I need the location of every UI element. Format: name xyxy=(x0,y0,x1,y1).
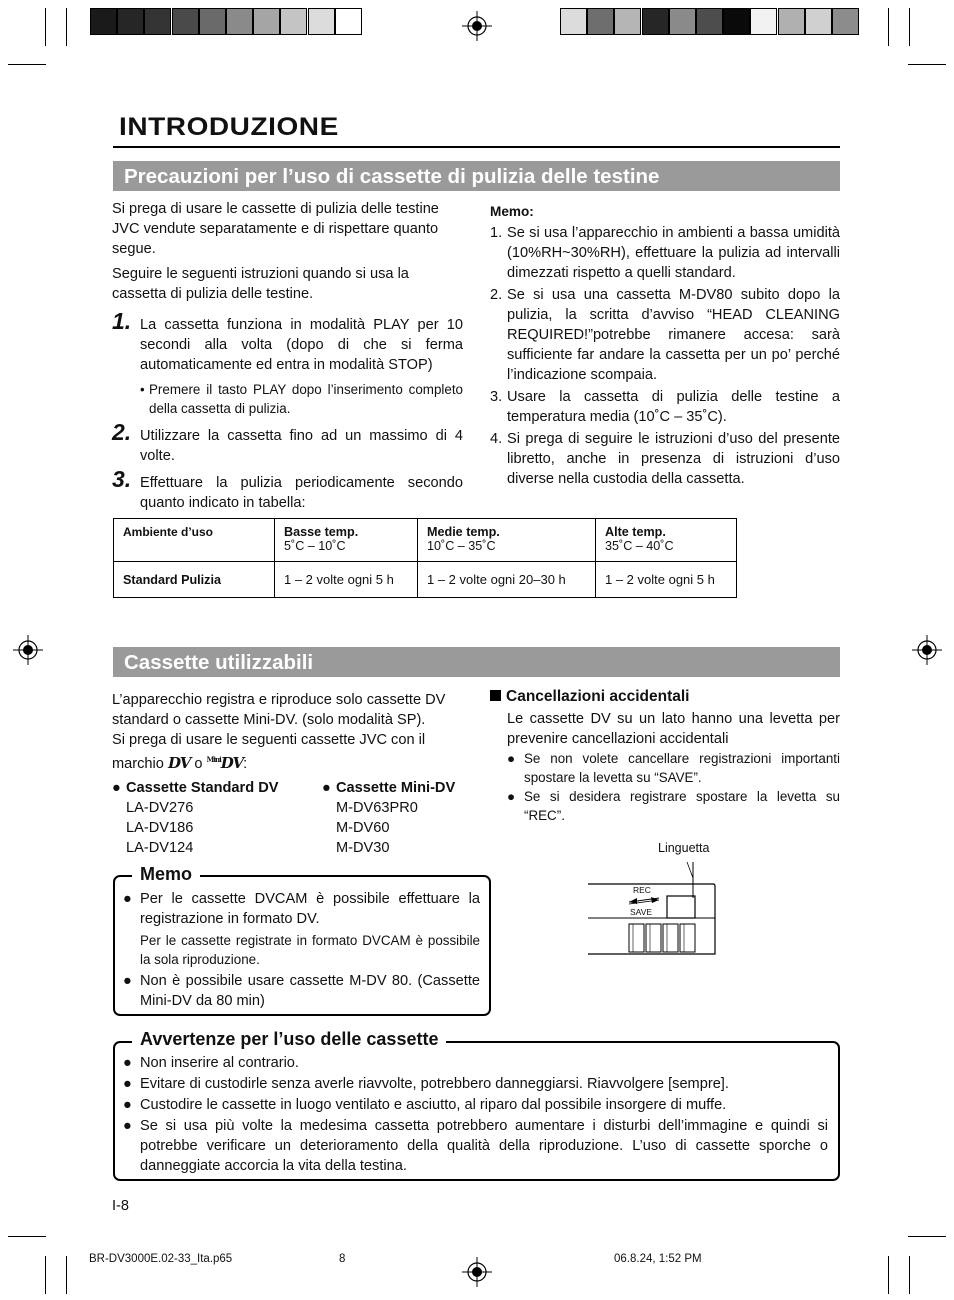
list-item: LA-DV186 xyxy=(126,820,194,836)
memo-note: Per le cassette registrate in formato DVCAM è possibile la sola riproduzione. xyxy=(140,933,480,967)
cleaning-table xyxy=(113,518,737,598)
color-swatch xyxy=(560,8,587,35)
page-title: INTRODUZIONE xyxy=(119,113,339,141)
registration-mark-icon xyxy=(912,635,942,665)
section-cleaning-title: Precauzioni per l’uso di cassette di pulizia delle testine xyxy=(113,161,840,191)
erase-text: Le cassette DV su un lato hanno una levetta per prevenire cancellazioni accidentali xyxy=(507,711,840,747)
table-row xyxy=(114,562,737,598)
memo-item xyxy=(490,223,840,283)
memo-item: ● Non è possibile usare cassette M-DV 80. (Cassette Mini-DV da 80 min) xyxy=(123,973,480,1009)
warnings-title: Avvertenze per l’uso delle cassette xyxy=(132,1029,446,1050)
standard-dv-list xyxy=(112,778,302,858)
erase-bullet: ● Se non volete cancellare registrazioni importanti spostare la levetta su “SAVE”. xyxy=(507,751,840,785)
warning-item: ● Evitare di custodirle senza averle riavvolte, potrebbero danneggiarsi. Riavvolgere [sempre]. xyxy=(123,1076,729,1092)
standard-dv-items xyxy=(112,798,302,858)
list-item: LA-DV276 xyxy=(126,800,194,816)
color-swatch xyxy=(614,8,641,35)
cassettes-intro xyxy=(112,690,467,774)
table-cell: 1 – 2 volte ogni 5 h xyxy=(275,562,418,598)
table-cell: Standard Pulizia xyxy=(114,562,275,598)
erase-bullets xyxy=(490,749,840,825)
color-swatch xyxy=(280,8,307,35)
cleaning-intro-2: Seguire le seguenti istruzioni quando si usa la cassetta di pulizia delle testine. xyxy=(112,266,409,302)
memo-item: ● Per le cassette DVCAM è possibile effettuare la registrazione in formato DV. xyxy=(123,891,480,927)
warning-text: Evitare di custodirle senza averle riavvolte, potrebbero danneggiarsi. Riavvolgere [sempre]. xyxy=(140,1076,729,1092)
color-swatch xyxy=(199,8,226,35)
color-swatch xyxy=(805,8,832,35)
step-1-sub: • Premere il tasto PLAY dopo l’inserimento completo della cassetta di pulizia. xyxy=(140,382,463,416)
cleaning-intro-1: Si prega di usare le cassette di pulizia delle testine JVC vendute separatamente e di rispettare quanto segue. xyxy=(112,201,439,257)
memo-item xyxy=(490,429,840,489)
step-text: Effettuare la pulizia periodicamente secondo quanto indicato in tabella: xyxy=(140,475,463,511)
erase-bullet: ● Se si desidera registrare spostare la levetta su “REC”. xyxy=(507,789,840,823)
warning-item: ● Custodire le cassette in luogo ventilato e asciutto, al riparo dal possibile insorgere di muffe. xyxy=(123,1097,727,1113)
color-swatch xyxy=(335,8,362,35)
memo-box-title: Memo xyxy=(132,864,200,885)
diagram-label: Linguetta xyxy=(658,841,710,855)
cassettes-intro-2: Si prega di usare le seguenti cassette JVC con il marchio DV o $^{Mini}$DV: xyxy=(112,732,426,772)
color-swatch xyxy=(226,8,253,35)
color-swatch xyxy=(696,8,723,35)
color-swatch xyxy=(253,8,280,35)
cassettes-intro-1: L’apparecchio registra e riproduce solo cassette DV standard o cassette Mini-DV. (solo modalità SP). xyxy=(112,692,446,728)
color-swatch xyxy=(723,8,750,35)
dv-logo-icon: DV xyxy=(167,754,191,772)
list-item: M-DV30 xyxy=(336,840,390,856)
step-text: Utilizzare la cassetta fino ad un massimo di 4 volte. xyxy=(140,428,463,464)
color-swatch xyxy=(90,8,117,35)
footer-sheet: 8 xyxy=(339,1253,346,1265)
warnings-list xyxy=(123,1053,828,1177)
registration-mark-icon xyxy=(13,635,43,665)
step-text: La cassetta funziona in modalità PLAY per 10 secondi alla volta (dopo di che si ferma automaticamente ed entra in modalità STOP) xyxy=(140,317,463,373)
memo-item-number: 2. xyxy=(490,287,503,303)
table-cell: Medie temp. 10˚C – 35˚C xyxy=(418,519,596,562)
memo-list xyxy=(490,223,840,489)
list-item: M-DV63PR0 xyxy=(336,800,418,816)
registration-mark-icon xyxy=(462,11,492,41)
warning-item: ● Non inserire al contrario. xyxy=(123,1055,299,1071)
mini-dv-list xyxy=(322,778,512,858)
registration-mark-icon xyxy=(462,1257,492,1287)
footer-file: BR-DV3000E.02-33_Ita.p65 xyxy=(89,1253,233,1265)
step-number: 2. xyxy=(112,419,132,445)
color-swatch xyxy=(778,8,805,35)
color-swatch xyxy=(144,8,171,35)
section-cassettes-title: Cassette utilizzabili xyxy=(113,647,840,677)
color-swatch xyxy=(308,8,335,35)
step-number: 3. xyxy=(112,466,132,492)
mini-dv-title: ● Cassette Mini-DV xyxy=(322,780,456,796)
list-item: LA-DV124 xyxy=(126,840,194,856)
color-swatch xyxy=(669,8,696,35)
cassette-tab-diagram xyxy=(585,856,725,956)
memo-item-text: Se si usa l’apparecchio in ambienti a bassa umidità (10%RH~30%RH), effettuare la pulizia ad intervalli dimezzati rispetto a quelli standard. xyxy=(507,225,840,281)
color-swatch xyxy=(642,8,669,35)
color-swatch xyxy=(117,8,144,35)
square-bullet-icon xyxy=(490,690,501,701)
memo-item-text: Si prega di seguire le istruzioni d’uso del presente libretto, anche in presenza di istruzioni d’uso diverse nella custodia della cassetta. xyxy=(507,431,840,487)
memo-item-number: 4. xyxy=(490,431,503,447)
cleaning-left-column xyxy=(112,199,463,304)
mini-dv-logo-icon: $^{Mini}$DV xyxy=(206,754,244,772)
table-cell: Alte temp. 35˚C – 40˚C xyxy=(596,519,737,562)
step-1 xyxy=(112,308,463,418)
memo-item-number: 1. xyxy=(490,225,503,241)
list-item: M-DV60 xyxy=(336,820,390,836)
diagram-save-label: SAVE xyxy=(630,907,653,917)
color-swatch xyxy=(172,8,199,35)
color-swatch xyxy=(587,8,614,35)
table-cell: 1 – 2 volte ogni 5 h xyxy=(596,562,737,598)
memo-item-text: Usare la cassetta di pulizia delle testine a temperatura media (10˚C – 35˚C). xyxy=(507,389,840,425)
color-swatch xyxy=(750,8,777,35)
memo-label: Memo: xyxy=(490,204,534,219)
memo-item-text: Se si usa una cassetta M-DV80 subito dopo la pulizia, la scritta d’avviso “HEAD CLEANING REQUIRED!”potrebbe rimanere accesa: sarà sufficiente far andare la cassetta per un po’ perché l’indicazione scompaia. xyxy=(507,287,840,383)
step-number: 1. xyxy=(112,308,132,334)
page-number: I-8 xyxy=(112,1198,130,1214)
memo-box-content xyxy=(123,889,480,1011)
memo-item xyxy=(490,285,840,385)
footer-timestamp: 06.8.24, 1:52 PM xyxy=(614,1253,702,1265)
memo-item xyxy=(490,387,840,427)
warning-text: Custodire le cassette in luogo ventilato e asciutto, al riparo dal possibile insorgere di muffe. xyxy=(140,1097,727,1113)
diagram-rec-label: REC xyxy=(633,885,651,895)
table-cell: Ambiente d’uso xyxy=(114,519,275,562)
title-rule xyxy=(113,146,840,148)
warning-text: Se si usa più volte la medesima cassetta potrebbero aumentare i disturbi dell’immagine e quindi si potrebbe verificare un deterioramento della qualità della riproduzione. L’uso di cassette sporche o danneggiate accorcia la vita della testina. xyxy=(140,1118,828,1174)
color-swatch xyxy=(832,8,859,35)
table-cell: Basse temp. 5˚C – 10˚C xyxy=(275,519,418,562)
step-3 xyxy=(112,466,463,513)
memo-item-number: 3. xyxy=(490,389,503,405)
warning-text: Non inserire al contrario. xyxy=(140,1055,299,1071)
warning-item: ● Se si usa più volte la medesima cassetta potrebbero aumentare i disturbi dell’immagine e quindi si potrebbe verificare un deterioramento della qualità della riproduzione. L’uso di cassette sporche o danneggiate accorcia la vita della testina. xyxy=(123,1118,828,1174)
table-row xyxy=(114,519,737,562)
erase-title: Cancellazioni accidentali xyxy=(490,687,840,707)
cleaning-steps xyxy=(112,308,463,513)
step-2 xyxy=(112,419,463,466)
erase-section xyxy=(490,687,840,825)
cleaning-memo xyxy=(490,202,840,489)
standard-dv-title: ● Cassette Standard DV xyxy=(112,780,279,796)
table-cell: 1 – 2 volte ogni 20–30 h xyxy=(418,562,596,598)
mini-dv-items xyxy=(322,798,512,858)
